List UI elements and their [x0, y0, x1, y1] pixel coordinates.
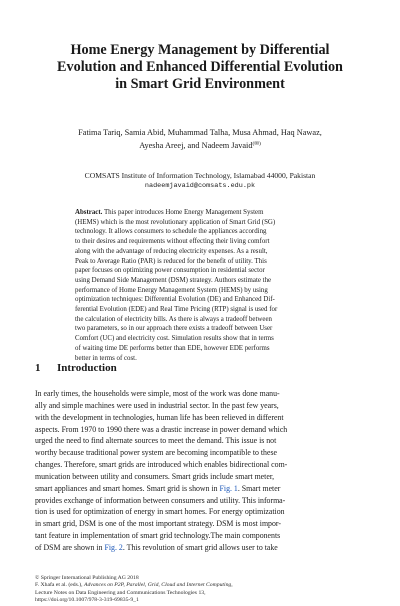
section-title: Introduction — [57, 362, 117, 374]
body-line — [35, 542, 365, 554]
abstract-line: Peak to Average Ratio (PAR) is reduced for the benefit of utility. This — [75, 257, 267, 265]
body-line — [35, 483, 365, 495]
authors-line-2-text: Ayesha Areej, and Nadeem Javaid — [139, 141, 253, 150]
body-line: ally and simple machines were used in industrial sector. In the past few years, — [35, 400, 279, 410]
body-line-text: smart appliances and smart homes. Smart grid is shown in — [35, 483, 220, 493]
body-line-text: of DSM are shown in — [35, 542, 105, 552]
abstract-line: two parameters, so in our approach there exists a tradeoff between User — [75, 325, 273, 333]
authors-line-2 — [20, 139, 380, 152]
body-line: worthy because traditional power system are becoming incompatible to these — [35, 448, 277, 458]
abstract — [75, 208, 325, 363]
abstract-line: (HEMS) which is the most revolutionary application of Smart Grid (SG) — [75, 218, 276, 226]
author-list — [20, 126, 380, 152]
citation-line — [35, 582, 365, 589]
paper-title — [30, 42, 370, 93]
body-line: with the development in technologies, human life has been relieved in different — [35, 412, 284, 422]
abstract-line: technology. It allows consumers to schedule the appliances according — [75, 228, 267, 236]
title-line: in Smart Grid Environment — [115, 76, 285, 92]
body-line: changes. Therefore, smart grids are introduced which enables bidirectional com- — [35, 460, 288, 470]
corresponding-author-mark: (✉) — [252, 141, 261, 147]
body-line: in smart grid, DSM is one of the most important strategy. DSM is most impor- — [35, 519, 281, 529]
author-email[interactable]: nadeemjavaid@comsats.edu.pk — [144, 182, 256, 190]
abstract-line — [75, 208, 325, 218]
body-line-text: . This revolution of smart grid allows user to take — [122, 542, 278, 552]
abstract-line: performance of Home Energy Management System (HEMS) by using — [75, 286, 268, 294]
citation-book-title: Advances on P2P, Parallel, Grid, Cloud and Internet Computing, — [83, 582, 233, 589]
abstract-label: Abstract. — [75, 209, 103, 216]
copyright-line: © Springer International Publishing AG 2018 — [35, 575, 139, 581]
abstract-line: the calculation of electricity bills. As there is always a tradeoff between — [75, 315, 272, 323]
abstract-line-text: This paper introduces Home Energy Management System — [102, 209, 264, 216]
body-line: tant feature in implementation of smart grid technology.The main components — [35, 531, 281, 541]
series-line: Lecture Notes on Data Engineering and Communications Technologies 13, — [35, 589, 206, 596]
citation-editors: F. Xhafa et al. (eds.), — [35, 582, 84, 589]
authors-line-1: Fatima Tariq, Samia Abid, Muhammad Talha, Musa Ahmad, Haq Nawaz, — [78, 128, 322, 137]
title-line: Home Energy Management by Differential — [70, 42, 330, 58]
abstract-line: along with the advantage of reducing electricity expenses. As a result, — [75, 247, 268, 255]
abstract-line: ferential Evolution (EDE) and Real Time Pricing (RTP) signal is used for — [75, 306, 278, 314]
abstract-line: optimization techniques: Differential Evolution (DE) and Enhanced Dif- — [75, 296, 275, 304]
figure-2-link[interactable]: Fig. 2 — [104, 542, 123, 552]
body-line: munication between utility and consumers. Smart grids include smart meter, — [35, 471, 275, 481]
figure-1-link[interactable]: Fig. 1 — [219, 483, 238, 493]
body-line: aspects. From 1970 to 1990 there was a drastic increase in power demand which — [35, 424, 288, 434]
body-line: In early times, the households were simple, most of the work was done manu- — [35, 389, 280, 398]
publication-footer — [35, 575, 365, 605]
body-line: urged the need to find alternate sources to meet the demand. This issue is not — [35, 436, 277, 446]
section-heading — [35, 362, 117, 374]
affiliation — [20, 170, 380, 192]
doi-link[interactable]: https://doi.org/10.1007/978-3-319-69835-9_1 — [35, 597, 139, 604]
section-number: 1 — [35, 362, 41, 374]
institution: COMSATS Institute of Information Technology, Islamabad 44000, Pakistan — [84, 171, 316, 180]
body-line: provides exchange of information between consumers and utility. This informa- — [35, 495, 286, 505]
abstract-line: of waiting time DE performs better than EDE, however EDE performs — [75, 344, 270, 352]
title-line: Evolution and Enhanced Differential Evolution — [57, 59, 343, 75]
abstract-line: using Demand Side Management (DSM) strategy. Authors estimate the — [75, 276, 272, 284]
abstract-line: better in terms of cost. — [75, 354, 137, 362]
body-line: tion is used for optimization of energy in smart homes. For energy optimization — [35, 507, 285, 517]
abstract-line: to their desires and requirements without effecting their living comfort — [75, 238, 270, 246]
abstract-line: Comfort (UC) and electricity cost. Simulation results show that in terms — [75, 335, 274, 343]
body-line-text: . Smart meter — [237, 483, 281, 493]
abstract-line: paper focuses on optimizing power consumption in residential sector — [75, 267, 265, 275]
introduction-body — [35, 388, 365, 554]
